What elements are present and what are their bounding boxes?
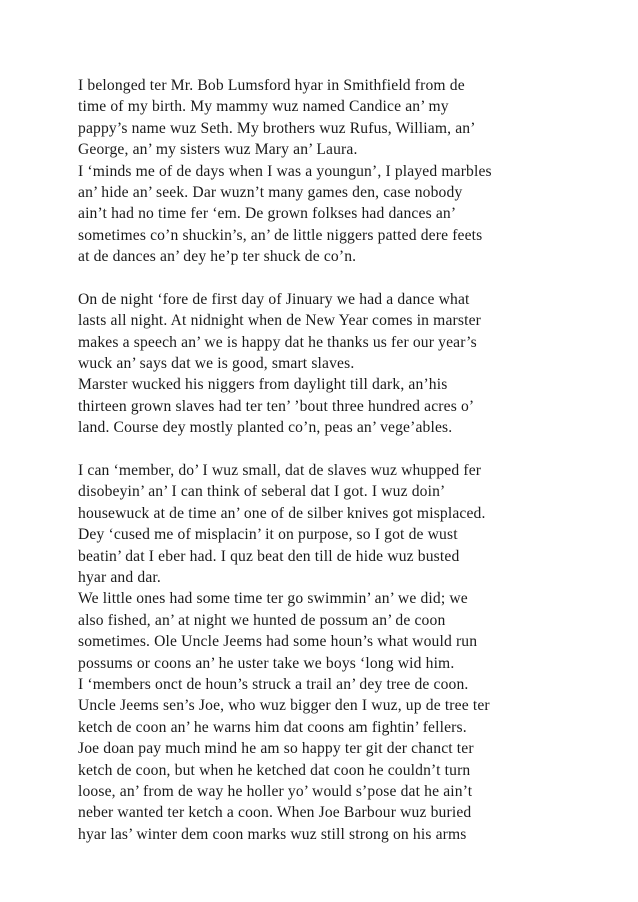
text-line: Uncle Jeems sen’s Joe, who wuz bigger den I wuz, up de tree ter (78, 697, 490, 715)
text-line: beatin’ dat I eber had. I quz beat den till de hide wuz busted (78, 547, 460, 565)
text-line: disobeyin’ an’ I can think of seberal dat I got. I wuz doin’ (78, 483, 446, 501)
text-line: possums or coons an’ he uster take we boys ‘long wid him. (78, 654, 455, 672)
text-line: ain’t had no time fer ‘em. De grown folkses had dances an’ (78, 205, 457, 223)
text-line: I ‘members onct de houn’s struck a trail an’ dey tree de coon. (78, 675, 469, 693)
text-line: also fished, an’ at night we hunted de possum an’ de coon (78, 611, 446, 629)
text-line: sometimes co’n shuckin’s, an’ de little niggers patted dere feets (78, 226, 483, 244)
text-line: an’ hide an’ seek. Dar wuzn’t many games den, case nobody (78, 183, 463, 201)
text-line: sometimes. Ole Uncle Jeems had some houn’s what would run (78, 633, 478, 651)
text-line: Joe doan pay much mind he am so happy ter git der chanct ter (78, 740, 474, 758)
text-line: wuck an’ says dat we is good, smart slaves. (78, 355, 355, 373)
text-line: ketch de coon an’ he warns him dat coons am fightin’ fellers. (78, 718, 467, 736)
text-line: Marster wucked his niggers from daylight till dark, an’his (78, 376, 448, 394)
text-line: I can ‘member, do’ I wuz small, dat de slaves wuz whupped fer (78, 462, 482, 480)
text-line: On de night ‘fore de first day of Jinuary we had a dance what (78, 290, 470, 308)
text-line: land. Course dey mostly planted co’n, peas an’ vege’ables. (78, 419, 453, 437)
text-line: at de dances an’ dey he’p ter shuck de co’n. (78, 248, 357, 266)
text-line: neber wanted ter ketch a coon. When Joe Barbour wuz buried (78, 804, 472, 822)
text-line: housewuck at de time an’ one of de silber knives got misplaced. (78, 504, 486, 522)
text-line: makes a speech an’ we is happy dat he thanks us fer our year’s (78, 333, 477, 351)
text-line: Dey ‘cused me of misplacin’ it on purpose, so I got de wust (78, 526, 458, 544)
text-line: time of my birth. My mammy wuz named Candice an’ my (78, 98, 449, 116)
text-line: I ‘minds me of de days when I was a youngun’, I played marbles (78, 162, 492, 180)
text-line: pappy’s name wuz Seth. My brothers wuz Rufus, William, an’ (78, 119, 476, 137)
text-line: George, an’ my sisters wuz Mary an’ Laura. (78, 141, 358, 159)
text-line: We little ones had some time ter go swimmin’ an’ we did; we (78, 590, 468, 608)
text-line: loose, an’ from de way he holler yo’ would s’pose dat he ain’t (78, 782, 473, 800)
text-line: lasts all night. At nidnight when de New Year comes in marster (78, 312, 481, 330)
text-line: hyar and dar. (78, 568, 161, 586)
text-line: ketch de coon, but when he ketched dat coon he couldn’t turn (78, 761, 471, 779)
narrative-text-block (78, 75, 578, 845)
blank-line (78, 268, 578, 289)
text-line: I belonged ter Mr. Bob Lumsford hyar in Smithfield from de (78, 77, 465, 94)
text-line: hyar las’ winter dem coon marks wuz still strong on his arms (78, 825, 467, 843)
text-line: thirteen grown slaves had ter ten’ ’bout three hundred acres o’ (78, 397, 475, 415)
blank-line (78, 439, 578, 460)
